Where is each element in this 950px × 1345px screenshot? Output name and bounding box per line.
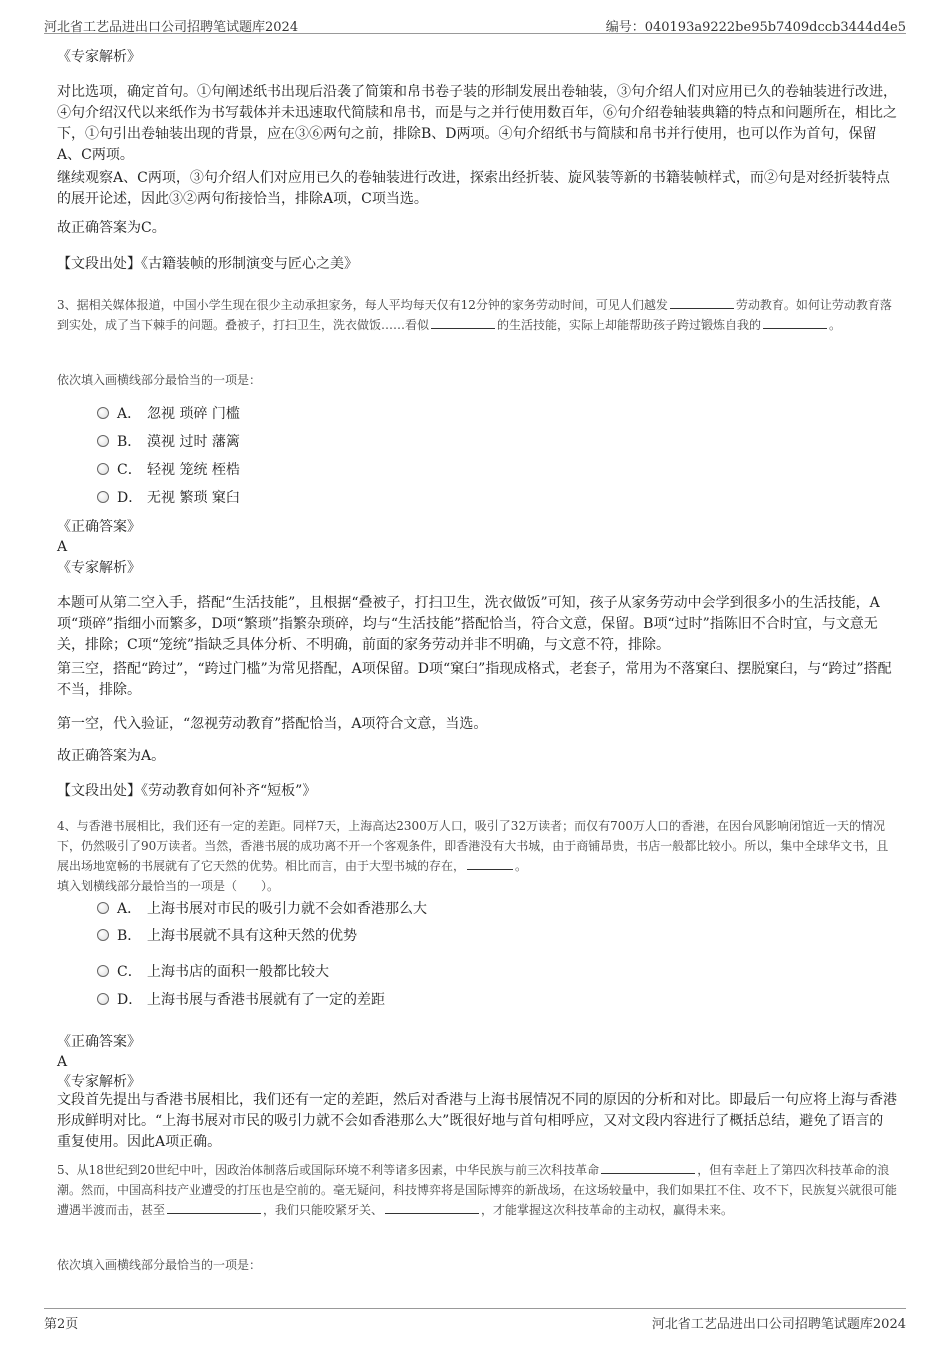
radio-icon[interactable] (97, 435, 109, 447)
radio-icon[interactable] (97, 929, 109, 941)
q5-blank-3[interactable] (385, 1201, 479, 1214)
q5-blank-2[interactable] (167, 1201, 261, 1214)
radio-icon[interactable] (97, 491, 109, 503)
radio-icon[interactable] (97, 993, 109, 1005)
q5-blank-1[interactable] (601, 1161, 695, 1174)
radio-icon[interactable] (97, 407, 109, 419)
q3-analysis-p4: 故正确答案为A。 (57, 748, 166, 764)
q3-stem: 3、据相关媒体报道，中国小学生现在很少主动承担家务，每人平均每天仅有12分钟的家务劳动时间，可见人们越发 劳动教育。如何让劳动教育落到实处，成了当下棘手的问题。叠被子，打扫卫生，洗衣做饭……看似 的生活技能，实际上却能帮助孩子跨过锻炼自我的 。 (57, 298, 892, 332)
q3-option-b[interactable]: B． 漠视 过时 藩篱 (97, 432, 240, 452)
q3-blank-3[interactable] (763, 316, 827, 329)
q3-analysis-p3: 第一空，代入验证，“忽视劳动教育”搭配恰当，A项符合文意，当选。 (57, 716, 488, 732)
q3-prompt: 依次填入画横线部分最恰当的一项是： (57, 373, 262, 387)
q4-stem: 4、与香港书展相比，我们还有一定的差距。同样7天，上海高达2300万人口，吸引了32万读者；而仅有700万人口的香港，在因台风影响闭馆近一天的情况下，仍然吸引了90万读者。当然，香港书展的成功离不开一个客观条件，即香港没有大书城，由于商铺昂贵，书店一般都比较小。所以，集中全球华文书，且展出场地宽畅的书展就有了它天然的优势。相比而言，由于大型书城的存在， 。 (57, 819, 889, 873)
q3-answer-label: 《正确答案》 (57, 519, 141, 535)
q5-prompt: 依次填入画横线部分最恰当的一项是： (57, 1258, 262, 1272)
q2-analysis-p3: 故正确答案为C。 (57, 220, 166, 236)
q4-option-c[interactable]: C． 上海书店的面积一般都比较大 (97, 962, 329, 982)
q4-option-b[interactable]: B． 上海书展就不具有这种天然的优势 (97, 926, 357, 946)
q3-option-d[interactable]: D． 无视 繁琐 窠臼 (97, 488, 240, 508)
q3-source: 【文段出处】《劳动教育如何补齐“短板”》 (57, 783, 317, 799)
radio-icon[interactable] (97, 463, 109, 475)
q4-answer-label: 《正确答案》 (57, 1034, 141, 1050)
q4-option-d[interactable]: D． 上海书展与香港书展就有了一定的差距 (97, 990, 385, 1010)
q2-source: 【文段出处】《古籍装帧的形制演变与匠心之美》 (57, 256, 358, 272)
q4-answer: A (57, 1054, 68, 1070)
q3-option-a[interactable]: A． 忽视 琐碎 门槛 (97, 404, 240, 424)
q2-analysis-label: 《专家解析》 (57, 49, 141, 65)
radio-icon[interactable] (97, 965, 109, 977)
q4-analysis-p1: 文段首先提出与香港书展相比，我们还有一定的差距，然后对香港与上海书展情况不同的原因的分析和对比。即最后一句应将上海与香港形成鲜明对比。“上海书展对市民的吸引力就不会如香港那么大”既很好地与首句相呼应，又对文段内容进行了概括总结，避免了语言的重复使用。因此A项正确。 (57, 1092, 897, 1150)
q3-analysis-label: 《专家解析》 (57, 560, 141, 576)
q3-analysis-p1: 本题可从第二空入手，搭配“生活技能”，且根据“叠被子，打扫卫生，洗衣做饭”可知，孩子从家务劳动中会学到很多小的生活技能，A项“琐碎”指细小而繁多，D项“繁琐”指繁杂琐碎，均与“生活技能”搭配恰当，符合文意，保留。B项“过时”指陈旧不合时宜，与文意无关，排除；C项“笼统”指缺乏具体分析、不明确，前面的家务劳动并非不明确，与文意不符，排除。 (57, 595, 880, 653)
header-title: 河北省工艺品进出口公司招聘笔试题库2024 (44, 20, 299, 35)
radio-icon[interactable] (97, 902, 109, 914)
q2-analysis-p1: 对比选项，确定首句。①句阐述纸书出现后沿袭了简策和帛书卷子装的形制发展出卷轴装，③句介绍人们对应用已久的卷轴装进行改进，④句介绍汉代以来纸作为书写载体并未迅速取代简牍和帛书，而是与之并行使用数百年，⑥句介绍卷轴装典籍的特点和问题所在，相比之下，①句引出卷轴装出现的背景，应在③⑥两句之前，排除B、D两项。④句介绍纸书与简牍和帛书并行使用，也可以作为首句，保留A、C两项。 (57, 84, 897, 163)
footer-divider (44, 1308, 906, 1309)
q3-answer: A (57, 539, 68, 555)
q2-analysis-p2: 继续观察A、C两项，③句介绍人们对应用已久的卷轴装进行改进，探索出经折装、旋风装等新的书籍装帧样式，而②句是对经折装特点的展开论述，因此③②两句衔接恰当，排除A项，C项当选。 (57, 170, 890, 207)
q4-prompt: 填入划横线部分最恰当的一项是（ ）。 (57, 879, 280, 893)
q3-blank-2[interactable] (431, 316, 495, 329)
page-number: 第2页 (44, 1317, 79, 1332)
q4-analysis-label: 《专家解析》 (57, 1074, 141, 1090)
q4-blank-1[interactable] (467, 857, 513, 870)
q3-analysis-p2: 第三空，搭配“跨过”，“跨过门槛”为常见搭配，A项保留。D项“窠臼”指现成格式，老套子，常用为不落窠臼、摆脱窠臼，与“跨过”搭配不当，排除。 (57, 661, 892, 698)
q4-option-a[interactable]: A． 上海书展对市民的吸引力就不会如香港那么大 (97, 899, 427, 919)
header-divider (44, 33, 906, 34)
footer-title: 河北省工艺品进出口公司招聘笔试题库2024 (651, 1317, 906, 1332)
q5-stem: 5、从18世纪到20世纪中叶，因政治体制落后或国际环境不利等诸多因素，中华民族与前三次科技革命 ，但有幸赶上了第四次科技革命的浪潮。然而，中国高科技产业遭受的打压也是空前的。毫无疑问，科技博弈将是国际博弈的新战场，在这场较量中，我们如果扛不住、攻不下，民族复兴就很可能遭遇半渡而击，甚至 ，我们只能咬紧牙关、 ，才能掌握这次科技革命的主动权，赢得未来。 (57, 1163, 898, 1217)
q3-blank-1[interactable] (670, 296, 734, 309)
page-header (44, 12, 906, 34)
q3-option-c[interactable]: C． 轻视 笼统 桎梏 (97, 460, 240, 480)
header-doc-id: 编号：040193a9222be95b7409dccb3444d4e5 (605, 20, 906, 35)
